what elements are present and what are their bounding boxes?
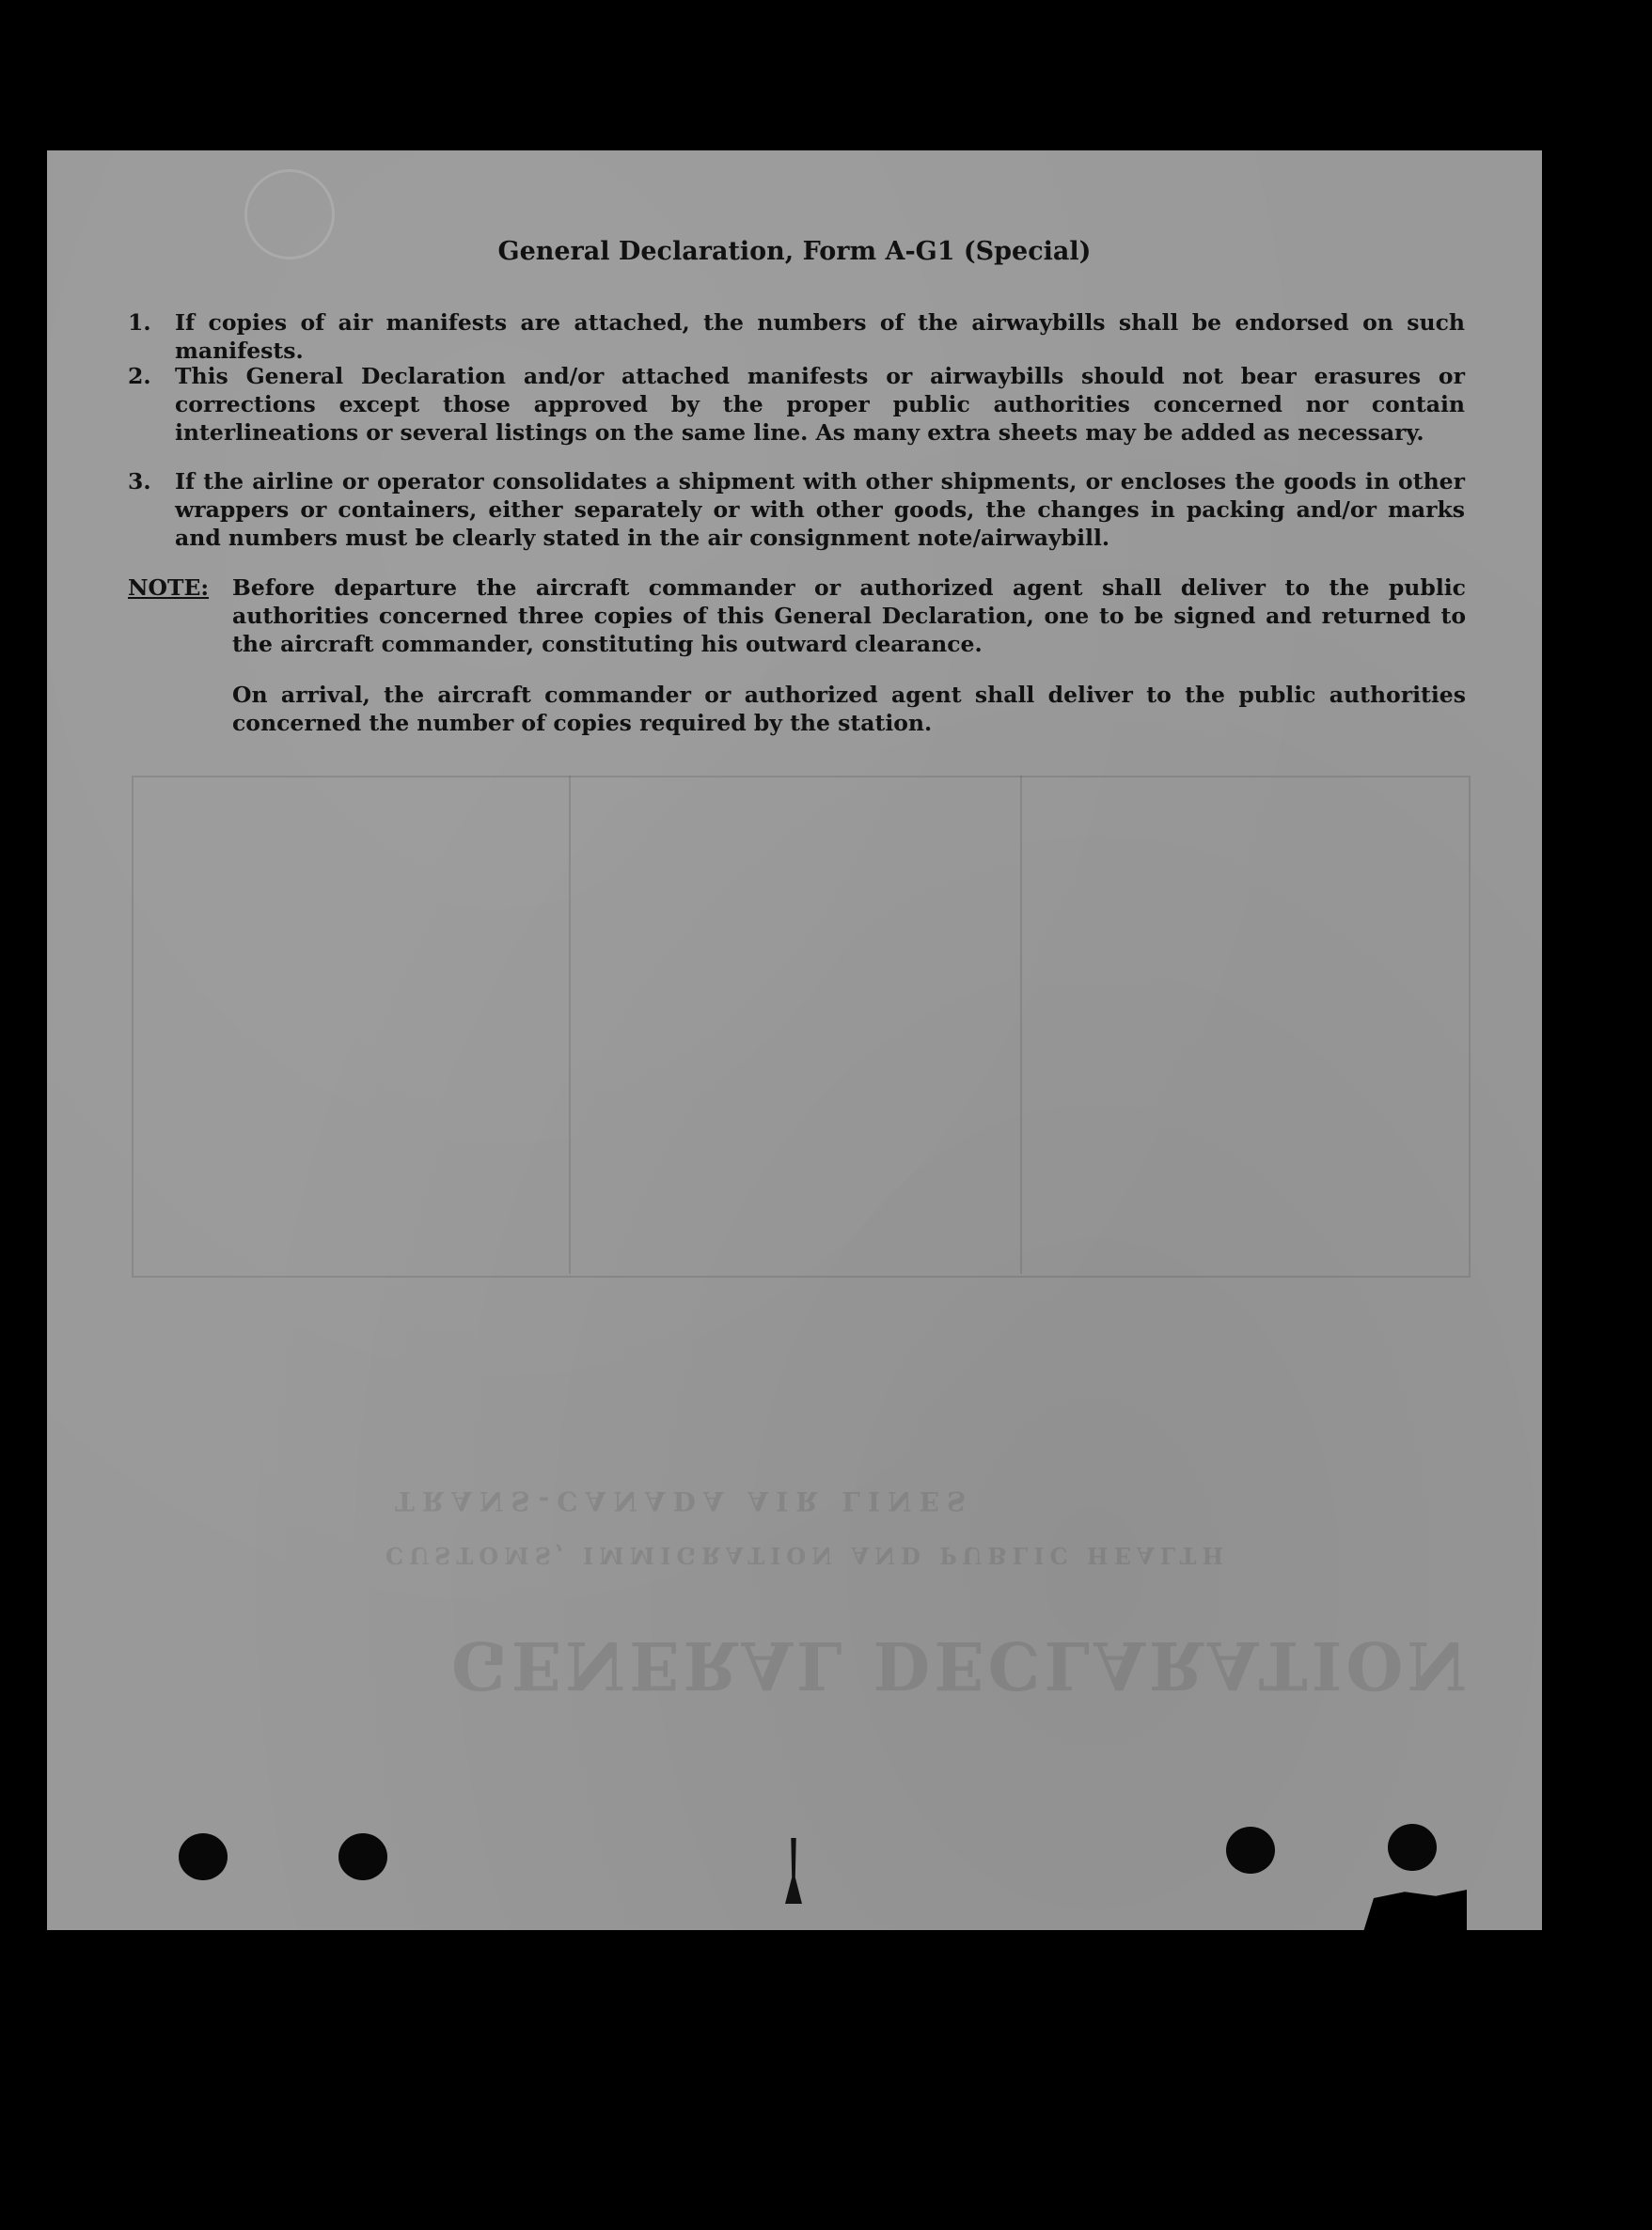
punch-hole	[338, 1833, 387, 1880]
document-sheet	[47, 150, 1542, 1930]
item-text: If copies of air manifests are attached, the numbers of the airwaybills shall be endorsed on such manifests.	[175, 309, 1465, 364]
item-number: 2.	[128, 363, 151, 389]
note-paragraph: Before departure the aircraft commander or authorized agent shall deliver to the public authorities concerned three copies of this General Declaration, one to be signed and returned to the aircraft commander, constituting his outward clearance.	[232, 574, 1466, 657]
bleed-through-divider	[1020, 776, 1022, 1274]
torn-corner	[1363, 1890, 1467, 1932]
punch-hole	[179, 1833, 228, 1880]
instruction-item	[128, 308, 1472, 364]
instruction-item	[128, 362, 1472, 448]
bleed-through-table	[132, 776, 1471, 1278]
instruction-item	[128, 467, 1472, 554]
bleed-through-line: TRANS-CANADA AIR LINES	[395, 1485, 974, 1516]
punch-hole	[1388, 1824, 1437, 1871]
note-label: NOTE:	[128, 574, 210, 601]
bleed-through-line: CUSTOMS, IMMIGRATION AND PUBLIC HEALTH	[385, 1542, 1230, 1569]
punch-hole	[1226, 1827, 1275, 1874]
document-title: General Declaration, Form A-G1 (Special)	[497, 237, 1092, 266]
note-section	[128, 573, 1472, 743]
item-text: If the airline or operator consolidates a shipment with other shipments, or encloses the goods in other wrappers or containers, either separately or with other goods, the changes in packing and/or marks and numbers must be clearly stated in the air consignment note/airwaybill.	[175, 468, 1465, 551]
bleed-through-heading: GENERAL DECLARATION	[451, 1626, 1471, 1704]
note-paragraph: On arrival, the aircraft commander or authorized agent shall deliver to the public authorities concerned the number of copies required by the station.	[232, 682, 1466, 736]
item-number: 3.	[128, 468, 151, 495]
staple-mark	[785, 1838, 802, 1904]
item-text: This General Declaration and/or attached manifests or airwaybills should not bear erasures or corrections except those approved by the proper public authorities concerned nor contain interlineations or several listings on the same line. As many extra sheets may be added as necessary.	[175, 363, 1465, 446]
item-number: 1.	[128, 309, 151, 336]
bleed-through-divider	[569, 776, 571, 1274]
